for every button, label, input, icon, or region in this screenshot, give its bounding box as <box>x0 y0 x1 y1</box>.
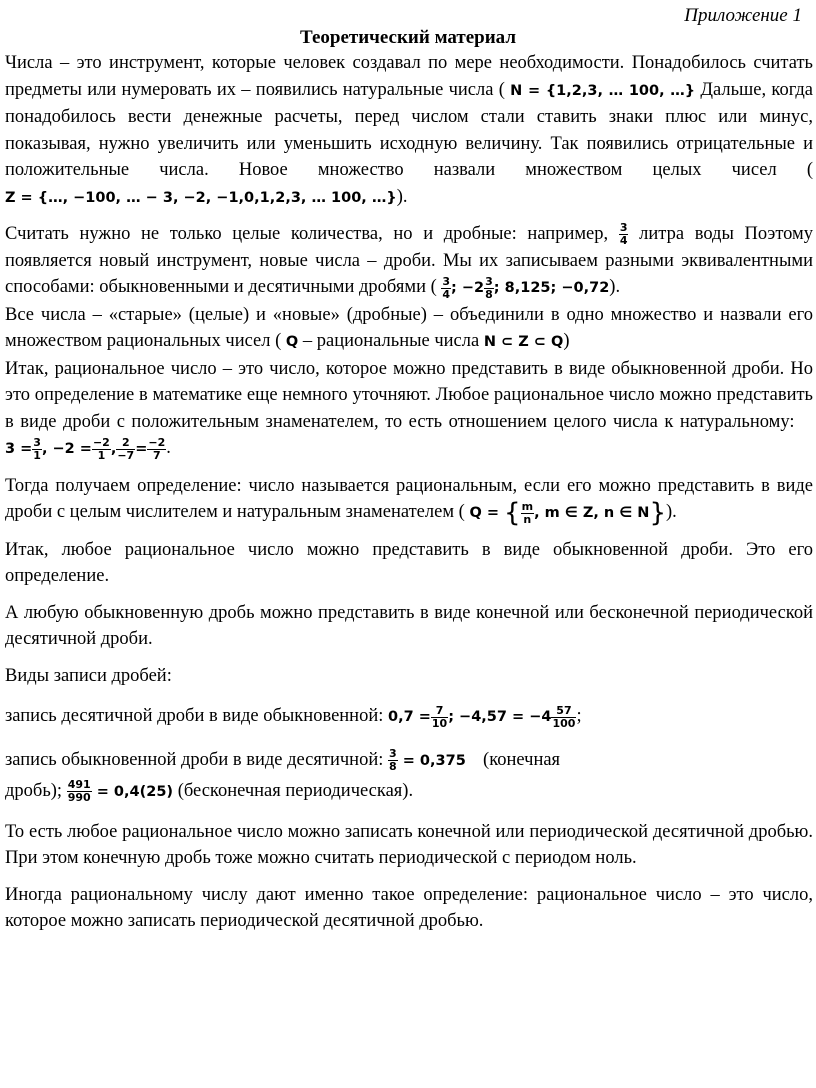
appendix-label: Приложение 1 <box>684 5 802 26</box>
text: запись десятичной дроби в виде обыкновенной: <box>5 706 384 726</box>
paragraph-summary-2: А любую обыкновенную дробь можно представить в виде конечной или бесконечной периодической десятичной дроби. <box>5 602 813 649</box>
paragraph-rational-set <box>5 302 813 356</box>
formula-natural-set: N = {1,2,3, … 100, …} <box>510 82 696 99</box>
text: литра воды Поэтому появляется новый инструмент, новые числа – дроби. Мы их записываем разными эквивалентными способами: обыкновенными и десятичными дробями ( <box>5 224 814 297</box>
text: Все числа – «старые» (целые) и «новые» (дробные) – объединили в одно множество и назвали его множеством рациональных чисел ( <box>5 304 813 351</box>
paragraph-formal-definition <box>5 473 813 527</box>
text: . <box>166 438 171 458</box>
paragraph-summary-1: Итак, любое рациональное число можно представить в виде обыкновенной дроби. Это его определение. <box>5 539 813 586</box>
paragraph-natural-integers <box>5 50 813 211</box>
text: ). <box>609 277 621 297</box>
text: Считать нужно не только целые количества, но и дробные: например, <box>5 224 609 244</box>
text: ) <box>563 331 570 351</box>
paragraph-fraction-to-decimal <box>5 745 813 807</box>
page-title: Теоретический материал <box>300 27 516 48</box>
formula-periodic-fraction: $\frac{491}{990}$ = 0,4(25) <box>67 778 174 804</box>
formula-q-symbol: Q <box>285 334 299 350</box>
text: (конечная <box>483 749 561 770</box>
formula-decimal-to-fraction: 0,7 = $\frac{7}{10}$ ; −4,57 = −4 $\frac{57}{100}$ <box>388 703 576 730</box>
text: – рациональные числа <box>298 331 480 351</box>
formula-three-eighths: $\frac{3}{8}$ = 0,375 <box>389 747 466 773</box>
text: ). <box>666 502 677 522</box>
text: Дальше, когда понадобилось вести денежные расчеты, перед числом стали ставить знаки плюс или минус, показывая, нужно увеличить или уменьшить исходную величину. Так появились отрицательные и положительные числа. Новое множество назвали множеством целых чисел ( <box>5 79 813 180</box>
formula-ratio-examples: 3 = $\frac{3}{1}$ , −2 = $\frac{-2}{1}$ , $\frac{2}{-7}$ = $\frac{-2}{7}$ <box>5 435 166 462</box>
formula-integer-set: Z = {…, −100, … − 3, −2, −1,0,1,2,3, … 100, …} <box>5 189 397 206</box>
text: Итак, рациональное число – это число, которое можно представить в виде обыкновенной дроби. Но это определение в математике еще немного уточняют. Любое рациональное число можно представить в виде дроби с положительным знаменателем, то есть отношением целого числа к натуральному: <box>5 358 813 432</box>
text: ; <box>576 706 582 726</box>
paragraph-periodic-definition: Иногда рациональному числу дают именно такое определение: рациональное число – это число, которое можно записать периодической десятичной дробью. <box>5 884 813 931</box>
formula-rational-set-builder: Q = { $\frac{m}{n}$ , m ∈ Z, n ∈ N} <box>469 497 666 528</box>
paragraph-fractions <box>5 221 813 302</box>
fraction-three-quarters: $\frac{3}{4}$ <box>619 221 628 248</box>
text: Числа – это инструмент, которые человек создавал по мере необходимости. Понадобилось считать предметы или нумеровать их – появились натуральные числа ( <box>5 53 813 100</box>
text: (бесконечная периодическая). <box>177 780 414 801</box>
text: запись обыкновенной дроби в виде десятичной: <box>5 749 384 770</box>
formula-fraction-examples: $\frac{3}{4}$ ; −2 $\frac{3}{8}$ ; 8,125; −0,72 <box>442 274 610 301</box>
paragraph-notation-types: Виды записи дробей: <box>5 665 172 686</box>
formula-subset-chain: N ⊂ Z ⊂ Q <box>483 334 564 350</box>
paragraph-decimal-to-fraction <box>5 703 813 731</box>
paragraph-rational-definition <box>5 356 813 463</box>
text: Тогда получаем определение: число называется рациональным, если его можно представить в виде дроби с целым числителем и натуральным знаменателем ( <box>5 475 813 522</box>
text: ). <box>396 186 408 207</box>
document-body <box>5 50 813 935</box>
paragraph-periodic-note: То есть любое рациональное число можно записать конечной или периодической десятичной дробью. При этом конечную дробь тоже можно считать периодической с периодом ноль. <box>5 821 813 868</box>
text: дробь); <box>5 780 63 801</box>
